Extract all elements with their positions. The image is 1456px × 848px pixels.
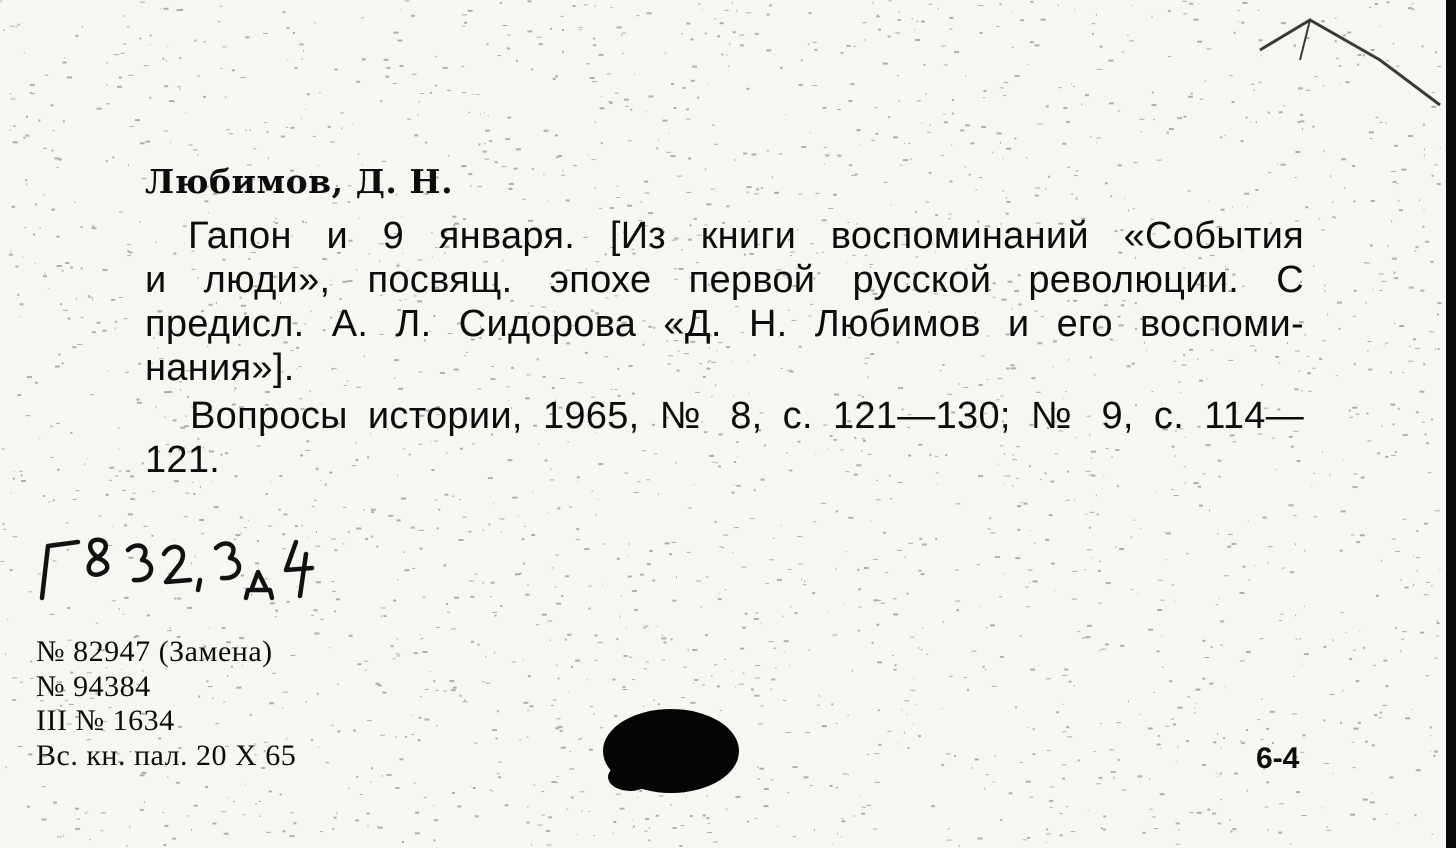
- description-line-2: и люди», посвящ. эпохе первой русской революции. С: [145, 259, 1304, 301]
- punched-hole: [600, 705, 742, 803]
- card-author-heading: Любимов, Д. Н.: [145, 162, 454, 201]
- record-line-4: Вс. кн. пал. 20 X 65: [36, 739, 297, 772]
- description-line-1: Гапон и 9 января. [Из книги воспоминаний «События: [188, 215, 1304, 257]
- description-line-4: нания»].: [145, 347, 295, 389]
- description-line-5: Вопросы истории, 1965, № 8, с. 121—130; № 9, с. 114—: [190, 395, 1304, 437]
- record-line-3: III № 1634: [36, 704, 175, 737]
- page-code: 6-4: [1256, 742, 1300, 775]
- description-line-3: предисл. А. Л. Сидорова «Д. Н. Любимов и его воспоми-: [145, 303, 1304, 345]
- handwritten-shelfmark: [30, 526, 330, 616]
- card-edge-shadow: [1446, 0, 1456, 848]
- pencil-scratch-mark: [1240, 0, 1450, 120]
- record-line-1: № 82947 (Замена): [36, 635, 273, 668]
- description-line-6: 121.: [145, 439, 221, 481]
- record-line-2: № 94384: [36, 670, 151, 703]
